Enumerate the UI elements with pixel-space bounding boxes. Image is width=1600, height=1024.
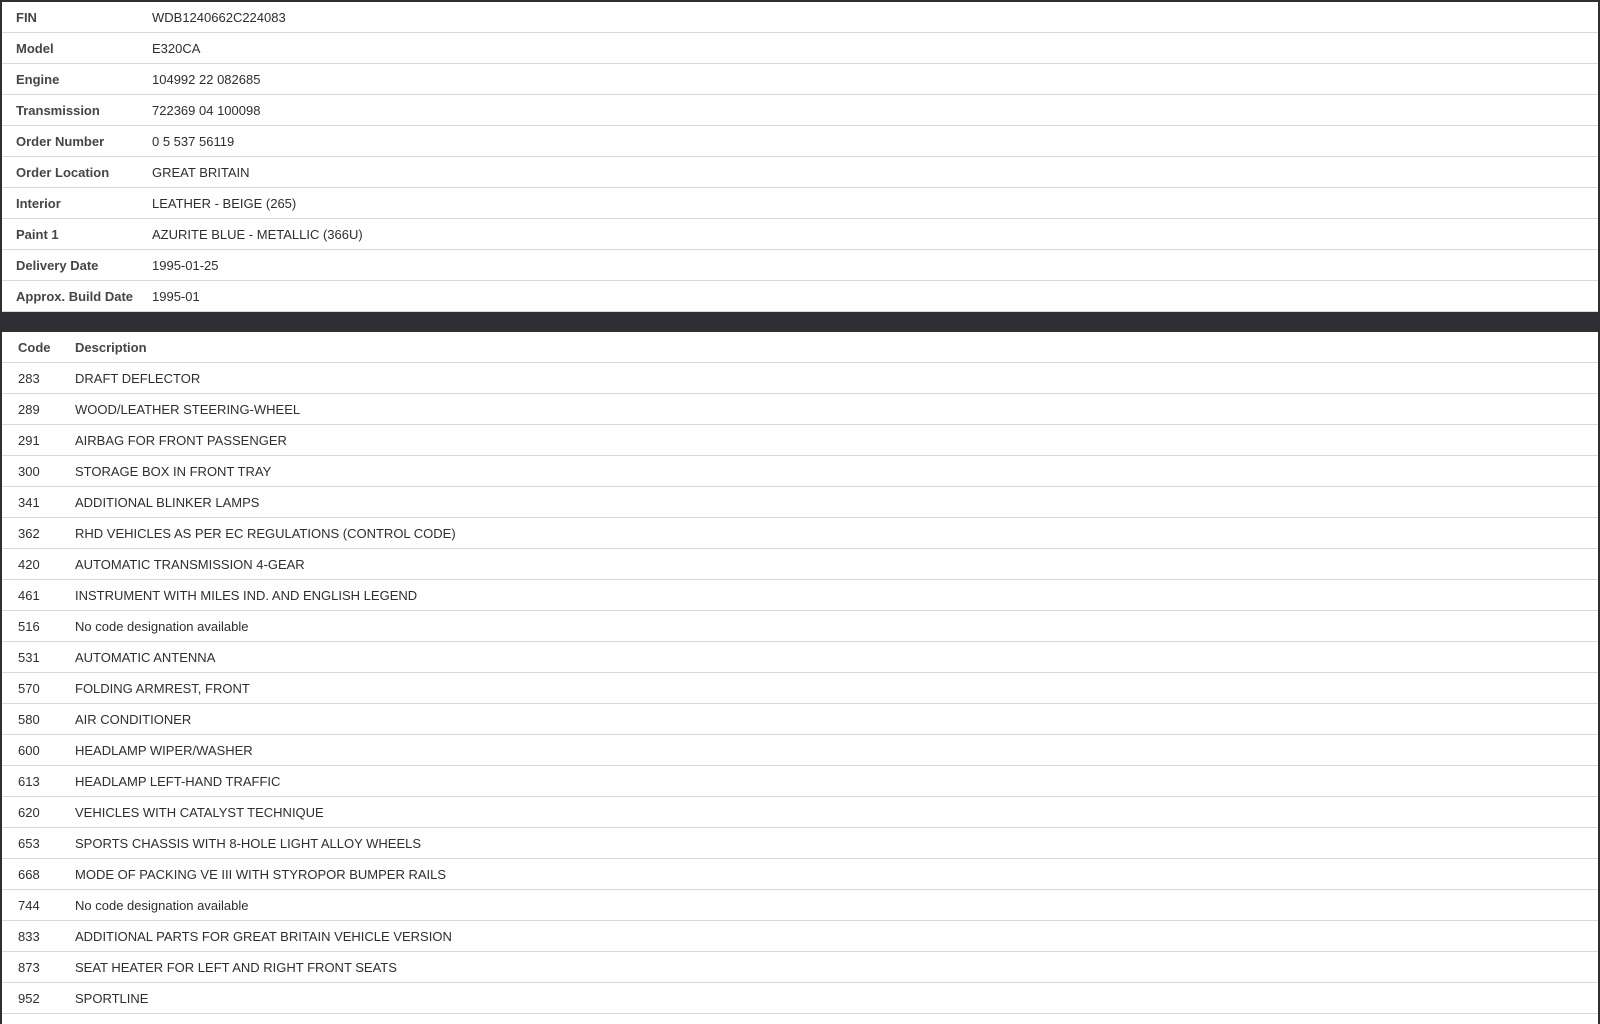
option-code: 952 [18,990,40,1006]
option-code-row [2,797,1598,828]
vehicle-info-value: 1995-01-25 [152,257,219,273]
option-description: No code designation available [75,618,249,634]
option-description: MODE OF PACKING VE III WITH STYROPOR BUMPER RAILS [75,866,447,882]
vehicle-info-row [2,219,1598,250]
option-description: DRAFT DEFLECTOR [75,370,201,386]
option-code-row [2,921,1598,952]
vehicle-info-row [2,95,1598,126]
section-divider-bar [2,312,1598,332]
vehicle-info-value: GREAT BRITAIN [152,164,250,180]
option-codes-body [2,363,1598,1014]
option-code: 362 [18,525,40,541]
option-code-row [2,456,1598,487]
vehicle-info-value: WDB1240662C224083 [152,9,286,25]
option-code-row [2,549,1598,580]
option-code-row [2,642,1598,673]
vehicle-info-value: 104992 22 082685 [152,71,261,87]
option-code-row [2,952,1598,983]
vehicle-info-label: Model [16,40,54,56]
option-code: 653 [18,835,40,851]
option-code-row [2,487,1598,518]
vehicle-info-label: Order Number [16,133,105,149]
option-code-row [2,425,1598,456]
option-code-row [2,394,1598,425]
option-description: VEHICLES WITH CATALYST TECHNIQUE [75,804,324,820]
option-codes-header-row [2,332,1598,363]
option-description: STORAGE BOX IN FRONT TRAY [75,463,272,479]
option-description: FOLDING ARMREST, FRONT [75,680,250,696]
option-code: 613 [18,773,40,789]
vehicle-info-label: Engine [16,71,60,87]
option-code-row [2,735,1598,766]
option-code: 620 [18,804,40,820]
option-code-row [2,580,1598,611]
option-code-row [2,983,1598,1014]
option-description: RHD VEHICLES AS PER EC REGULATIONS (CONTROL CODE) [75,525,456,541]
option-code-row [2,828,1598,859]
option-description: SPORTS CHASSIS WITH 8-HOLE LIGHT ALLOY WHEELS [75,835,422,851]
option-code: 300 [18,463,40,479]
vehicle-info-label: Approx. Build Date [16,288,134,304]
vehicle-info-value: 722369 04 100098 [152,102,261,118]
vehicle-info-table [2,2,1598,312]
option-description: HEADLAMP LEFT-HAND TRAFFIC [75,773,281,789]
option-code: 516 [18,618,40,634]
option-code: 873 [18,959,40,975]
option-code-row [2,611,1598,642]
vehicle-info-value: AZURITE BLUE - METALLIC (366U) [152,226,363,242]
option-code-row [2,704,1598,735]
option-code: 420 [18,556,40,572]
vehicle-info-row [2,250,1598,281]
vehicle-info-label: Interior [16,195,61,211]
option-description: HEADLAMP WIPER/WASHER [75,742,253,758]
option-code-row [2,673,1598,704]
vehicle-info-row [2,188,1598,219]
vehicle-info-row [2,2,1598,33]
option-description: AUTOMATIC ANTENNA [75,649,216,665]
option-code: 283 [18,370,40,386]
vehicle-info-value: E320CA [152,40,201,56]
option-code: 600 [18,742,40,758]
option-code: 291 [18,432,40,448]
vehicle-info-row [2,64,1598,95]
option-code-row [2,859,1598,890]
code-column-header: Code [18,339,51,355]
option-code-row [2,363,1598,394]
option-codes-table [2,332,1598,1024]
option-description: AIRBAG FOR FRONT PASSENGER [75,432,287,448]
vehicle-info-label: Paint 1 [16,226,59,242]
option-description: ADDITIONAL PARTS FOR GREAT BRITAIN VEHICLE VERSION [75,928,452,944]
vehicle-info-row [2,281,1598,312]
option-description: ADDITIONAL BLINKER LAMPS [75,494,260,510]
option-code: 744 [18,897,40,913]
option-code: 531 [18,649,40,665]
vehicle-info-row [2,126,1598,157]
vehicle-info-value: 1995-01 [152,288,200,304]
vehicle-info-label: Delivery Date [16,257,99,273]
option-code-row [2,518,1598,549]
option-code: 341 [18,494,40,510]
option-code: 580 [18,711,40,727]
option-code-row [2,890,1598,921]
option-code: 570 [18,680,40,696]
vehicle-info-value: LEATHER - BEIGE (265) [152,195,297,211]
option-description: SPORTLINE [75,990,149,1006]
option-description: No code designation available [75,897,249,913]
option-code: 833 [18,928,40,944]
option-code: 461 [18,587,40,603]
description-column-header: Description [75,339,147,355]
vehicle-info-row [2,157,1598,188]
vehicle-info-row [2,33,1598,64]
option-description: WOOD/LEATHER STEERING-WHEEL [75,401,301,417]
option-code-row [2,766,1598,797]
option-description: INSTRUMENT WITH MILES IND. AND ENGLISH LEGEND [75,587,418,603]
vehicle-info-value: 0 5 537 56119 [152,133,235,149]
vehicle-info-label: FIN [16,9,37,25]
option-description: AUTOMATIC TRANSMISSION 4-GEAR [75,556,305,572]
option-code: 668 [18,866,40,882]
vehicle-info-label: Transmission [16,102,100,118]
option-description: AIR CONDITIONER [75,711,192,727]
vehicle-info-label: Order Location [16,164,110,180]
option-description: SEAT HEATER FOR LEFT AND RIGHT FRONT SEATS [75,959,397,975]
option-code: 289 [18,401,40,417]
